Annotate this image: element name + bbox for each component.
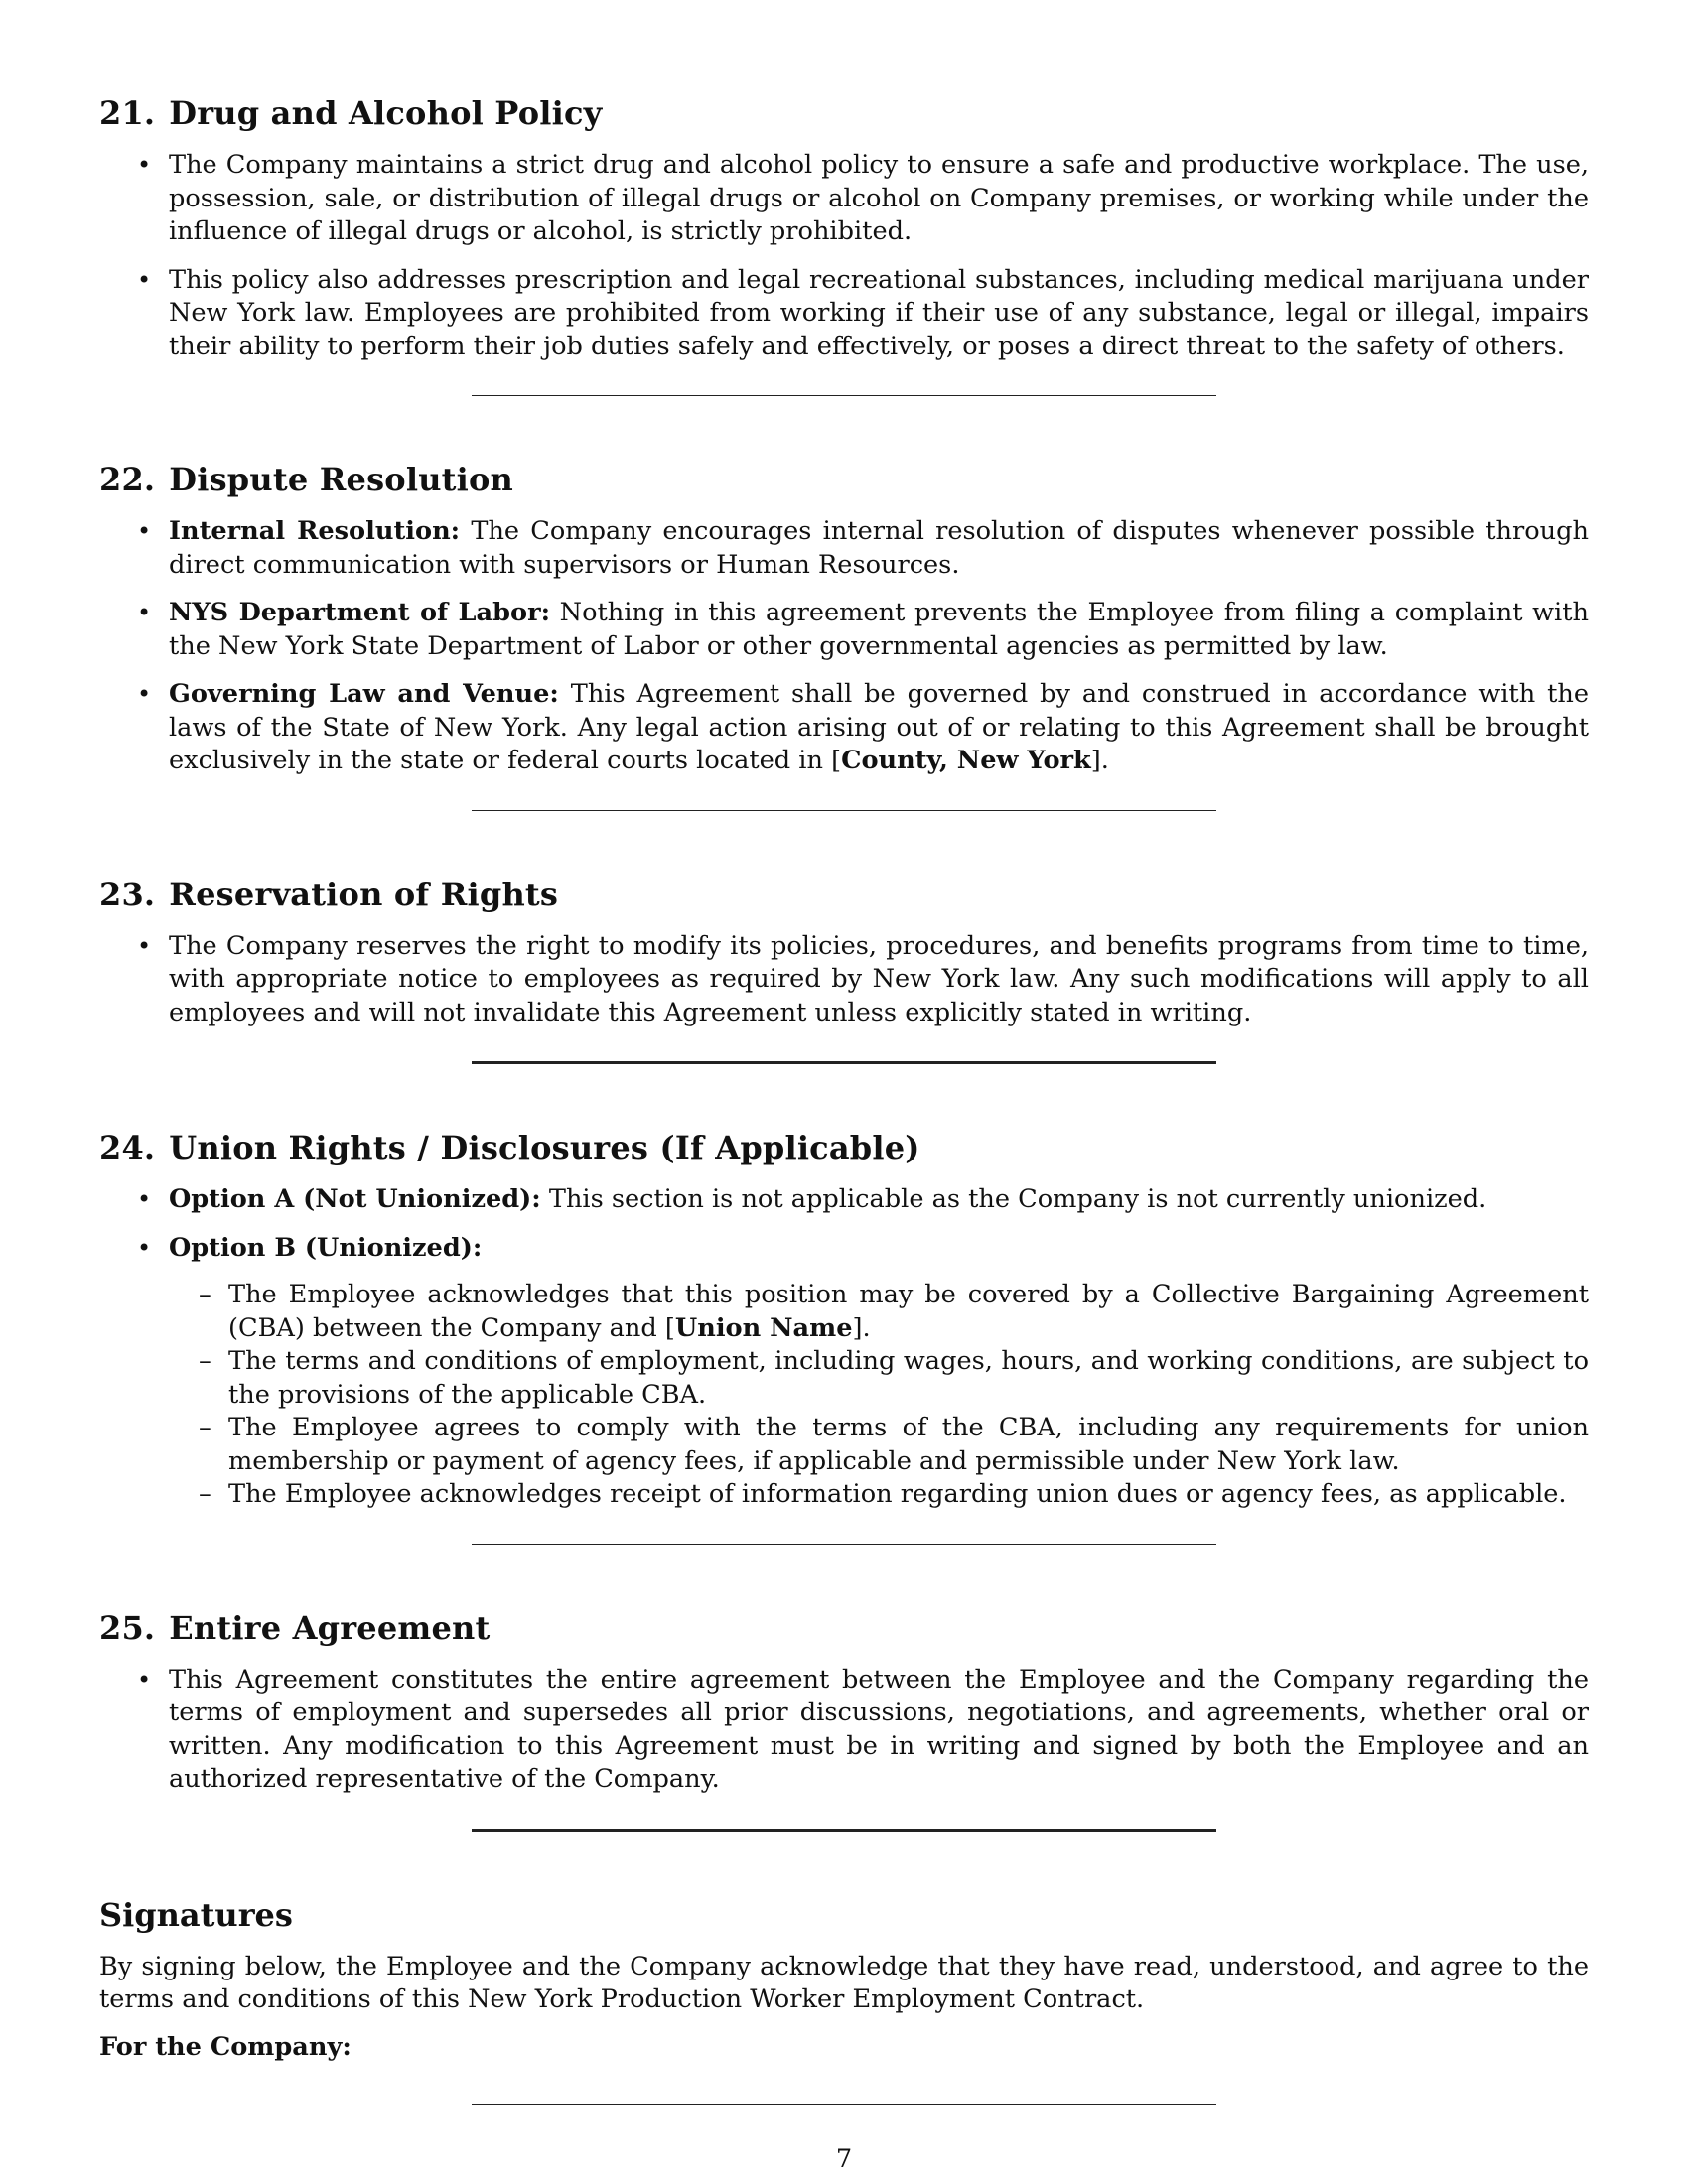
document-page <box>99 91 1589 2166</box>
sub-list-item: – The terms and conditions of employment, including wages, hours, and working conditions, are subject to the provisions of the applicable CBA. <box>169 1345 1589 1412</box>
signatures-heading: Signatures <box>99 1895 293 1934</box>
sub-list <box>169 1279 1589 1512</box>
signatures-section <box>99 1893 1589 2065</box>
section-divider <box>472 810 1216 811</box>
list-item: • Internal Resolution: The Company encourages internal resolution of disputes whenever possible through direct communication with supervisors or Human Resources. <box>99 515 1589 582</box>
list-item: • Governing Law and Venue: This Agreement shall be governed by and construed in accordance with the laws of the State of New York. Any legal action arising out of or relating to this Agreement shall be brought exclusively in the state or federal courts located in [County, New York]. <box>99 678 1589 778</box>
section-24-union-rights <box>99 1126 1589 1512</box>
section-divider <box>472 395 1216 396</box>
signatures-intro: By signing below, the Employee and the Company acknowledge that they have read, understood, and agree to the terms and conditions of this New York Production Worker Employment Contract. <box>99 1951 1589 2014</box>
list-item: • The Company maintains a strict drug and alcohol policy to ensure a safe and productive workplace. The use, possession, sale, or distribution of illegal drugs or alcohol on Company premises, or working while under the influence of illegal drugs or alcohol, is strictly prohibited. <box>99 149 1589 249</box>
section-25-entire-agreement <box>99 1606 1589 1797</box>
list-item: • NYS Department of Labor: Nothing in this agreement prevents the Employee from filing a complaint with the New York State Department of Labor or other governmental agencies as permitted by law. <box>99 597 1589 663</box>
section-22-dispute-resolution <box>99 458 1589 778</box>
section-divider <box>472 1061 1216 1064</box>
section-heading: 21. Drug and Alcohol Policy <box>99 94 603 132</box>
page-number: 7 <box>835 2144 853 2174</box>
bullet-list <box>99 930 1589 1030</box>
list-item: • Option A (Not Unionized): This section is not applicable as the Company is not currently unionized. <box>99 1183 1589 1217</box>
signature-line[interactable] <box>472 2104 1216 2105</box>
section-divider <box>472 1544 1216 1545</box>
section-divider <box>472 1829 1216 1832</box>
list-item: • This policy also addresses prescription and legal recreational substances, including medical marijuana under New York law. Employees are prohibited from working if their use of any substance, legal or illegal, impairs their ability to perform their job duties safely and effectively, or poses a direct threat to the safety of others. <box>99 264 1589 364</box>
section-21-drug-alcohol <box>99 91 1589 363</box>
sub-list-item: – The Employee agrees to comply with the terms of the CBA, including any requirements for union membership or payment of agency fees, if applicable and permissible under New York law. <box>169 1412 1589 1478</box>
sub-list-item: – The Employee acknowledges receipt of information regarding union dues or agency fees, as applicable. <box>169 1478 1589 1512</box>
section-23-reservation-of-rights <box>99 873 1589 1030</box>
section-heading: 24. Union Rights / Disclosures (If Applicable) <box>99 1129 920 1166</box>
bullet-list <box>99 149 1589 363</box>
sub-list-item: – The Employee acknowledges that this position may be covered by a Collective Bargaining Agreement (CBA) between the Company and [Union Name]. <box>169 1279 1589 1345</box>
section-heading: 25. Entire Agreement <box>99 1608 491 1647</box>
placeholder-field: County, New York <box>841 746 1091 775</box>
bullet-list <box>99 1664 1589 1797</box>
for-company-label: For the Company: <box>99 2031 352 2062</box>
list-item: • Option B (Unionized): – The Employee acknowledges that this position may be covered by a Collective Bargaining Agreement (CBA) between the Company and [Union Name]. – The terms and conditions of employment, including wages, hours, and working conditions, are subject to the provisions of the applicable CBA. – The Employee agrees to comply with the terms of the CBA, including any requirements for union membership or payment of agency fees, if applicable and permissible under New York law. – The Employee acknowledges receipt of information regarding union dues or agency fees, as applicable. <box>99 1232 1589 1512</box>
placeholder-field: Union Name <box>674 1312 853 1343</box>
bullet-list <box>99 515 1589 778</box>
list-item: • The Company reserves the right to modify its policies, procedures, and benefits programs from time to time, with appropriate notice to employees as required by New York law. Any such modifications will apply to all employees and will not invalidate this Agreement unless explicitly stated in writing. <box>99 930 1589 1030</box>
section-heading: 23. Reservation of Rights <box>99 875 559 913</box>
section-heading: 22. Dispute Resolution <box>99 461 514 498</box>
list-item: • This Agreement constitutes the entire agreement between the Employee and the Company regarding the terms of employment and supersedes all prior discussions, negotiations, and agreements, whether oral or written. Any modification to this Agreement must be in writing and signed by both the Employee and an authorized representative of the Company. <box>99 1664 1589 1797</box>
bullet-list <box>99 1183 1589 1512</box>
